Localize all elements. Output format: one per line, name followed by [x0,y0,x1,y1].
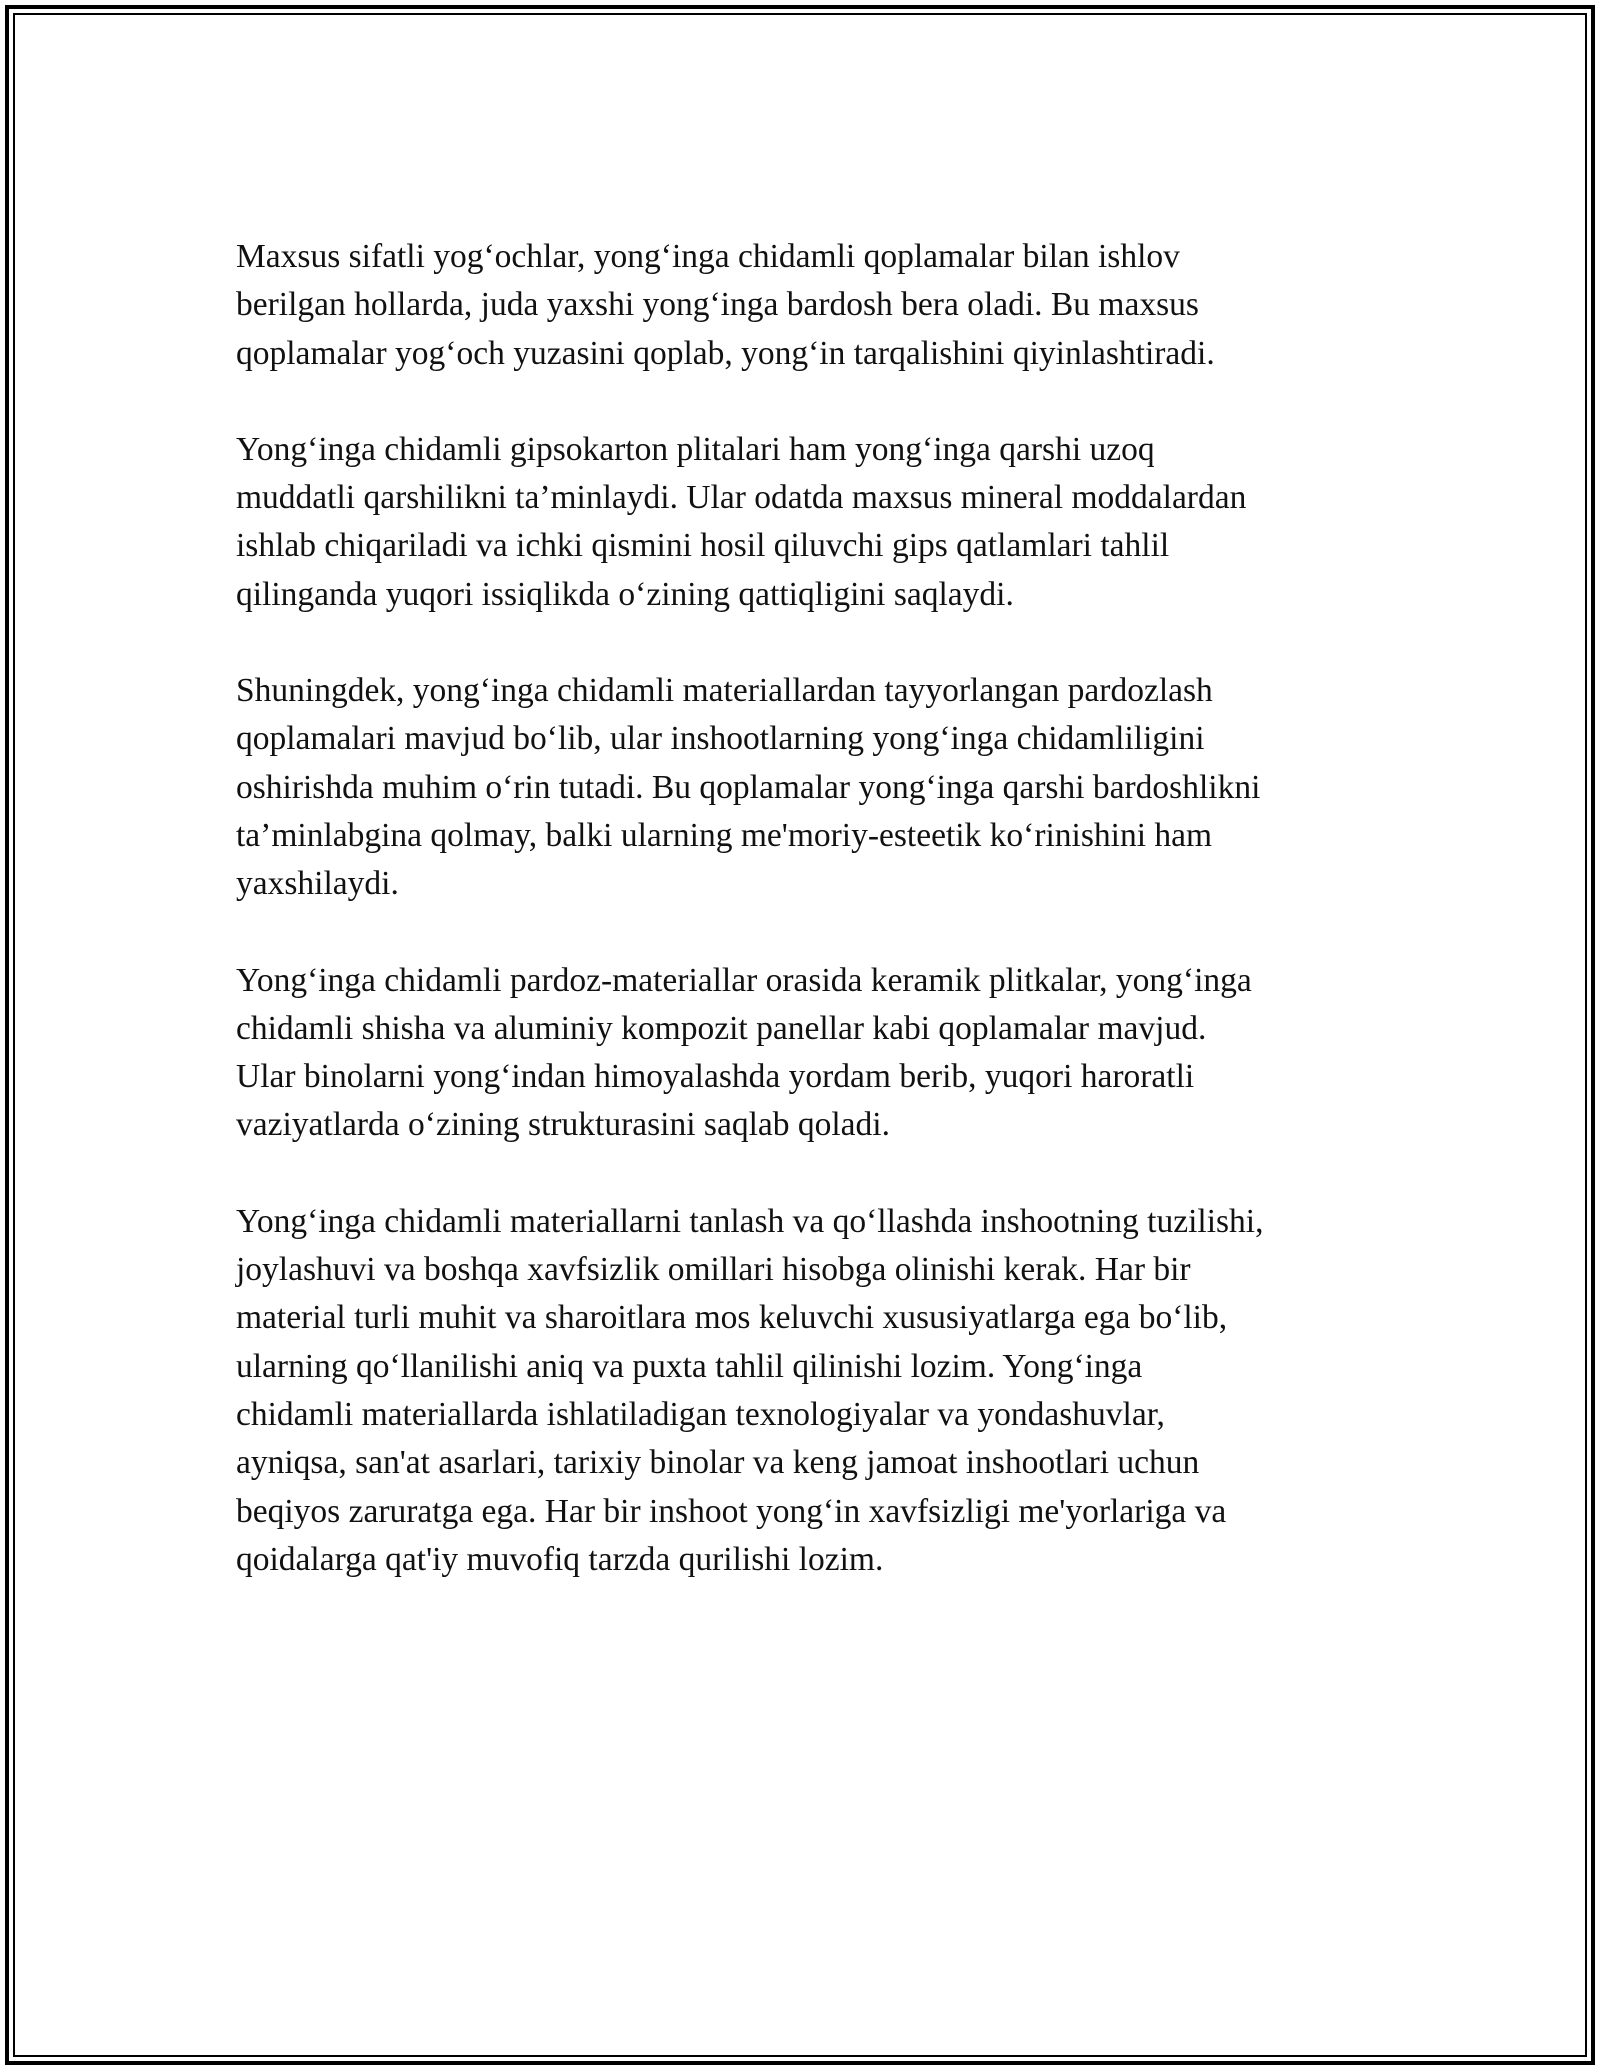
paragraph-3: Shuningdek, yong‘inga chidamli materiallardan tayyorlangan pardozlash qoplamalari mavjud bo‘lib, ular inshootlarning yong‘inga chidamliligini oshirishda muhim o‘rin tutadi. Bu qoplamalar yong‘inga qarshi bardoshlikni ta’minlabgina qolmay, balki ularning me'moriy-esteetik ko‘rinishini ham yaxshilaydi. [236,672,1261,903]
paragraph-5: Yong‘inga chidamli materiallarni tanlash va qo‘llashda inshootning tuzilishi, joylashuvi va boshqa xavfsizlik omillari hisobga olinishi kerak. Har bir material turli muhit va sharoitlara mos keluvchi xususiyatlarga ega bo‘lib, ularning qo‘llanilishi aniq va puxta tahlil qilinishi lozim. Yong‘inga chidamli materiallarda ishlatiladigan texnologiyalar va yondashuvlar, ayniqsa, san'at asarlari, tarixiy binolar va keng jamoat inshootlari uchun beqiyos zaruratga ega. Har bir inshoot yong‘in xavfsizligi me'yorlariga va qoidalarga qat'iy muvofiq tarzda qurilishi lozim. [236,1202,1264,1578]
document-body [236,233,1396,1632]
paragraph-2: Yong‘inga chidamli gipsokarton plitalari ham yong‘inga qarshi uzoq muddatli qarshilikni ta’minlaydi. Ular odatda maxsus mineral moddalardan ishlab chiqariladi va ichki qismini hosil qiluvchi gips qatlamlari tahlil qilinganda yuqori issiqlikda o‘zining qattiqligini saqlaydi. [236,430,1247,613]
paragraph-1: Maxsus sifatli yog‘ochlar, yong‘inga chidamli qoplamalar bilan ishlov berilgan hollarda, juda yaxshi yong‘inga bardosh bera oladi. Bu maxsus qoplamalar yog‘och yuzasini qoplab, yong‘in tarqalishini qiyinlashtiradi. [236,238,1215,372]
paragraph-4: Yong‘inga chidamli pardoz-materiallar orasida keramik plitkalar, yong‘inga chidamli shisha va aluminiy kompozit panellar kabi qoplamalar mavjud. Ular binolarni yong‘indan himoyalashda yordam berib, yuqori haroratli vaziyatlarda o‘zining strukturasini saqlab qoladi. [236,961,1252,1144]
